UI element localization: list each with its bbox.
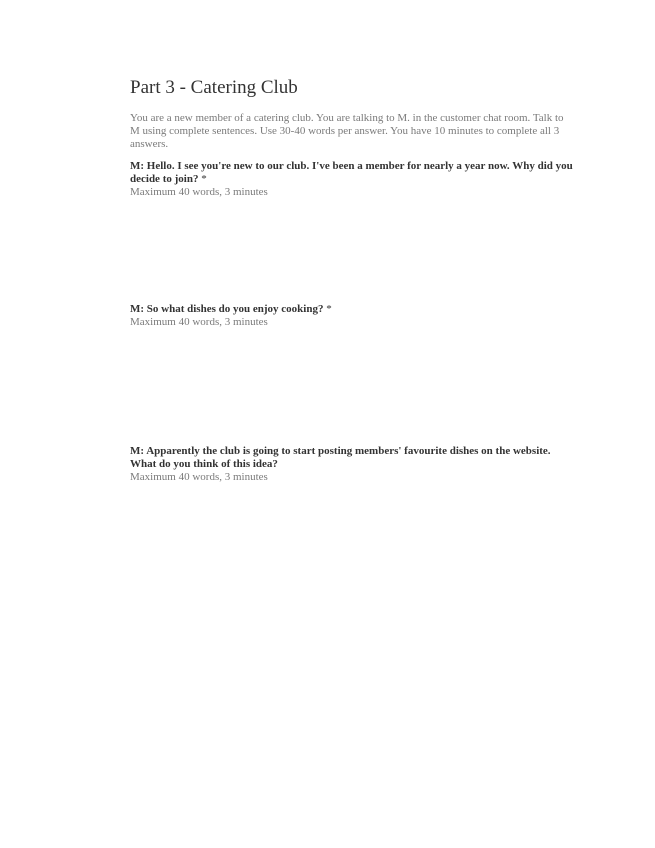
answer-2-field[interactable]	[130, 329, 575, 445]
question-3-text	[130, 445, 575, 471]
answer-3-field[interactable]	[130, 484, 575, 684]
question-2-hint: Maximum 40 words, 3 minutes	[130, 316, 268, 328]
required-asterisk: *	[326, 303, 332, 315]
question-3	[130, 445, 575, 684]
question-2-text	[130, 303, 575, 316]
form-page	[130, 76, 575, 684]
question-3-hint: Maximum 40 words, 3 minutes	[130, 471, 268, 483]
instructions-text: You are a new member of a catering club. You are talking to M. in the customer chat room. Talk to M using complete sentences. Use 30-40 words per answer. You have 10 minutes to complete all 3 answers.	[130, 112, 564, 150]
question-2-prompt: M: So what dishes do you enjoy cooking?	[130, 303, 324, 315]
question-3-prompt: M: Apparently the club is going to start posting members' favourite dishes on the website. What do you think of this idea?	[130, 445, 551, 470]
required-asterisk: *	[201, 173, 207, 185]
answer-1-field[interactable]	[130, 199, 575, 303]
question-1-text	[130, 160, 575, 186]
question-1	[130, 160, 575, 303]
question-1-prompt: M: Hello. I see you're new to our club. I've been a member for nearly a year now. Why did you decide to join?	[130, 160, 573, 185]
question-2	[130, 303, 575, 445]
question-1-hint: Maximum 40 words, 3 minutes	[130, 186, 268, 198]
page-title: Part 3 - Catering Club	[130, 77, 298, 98]
